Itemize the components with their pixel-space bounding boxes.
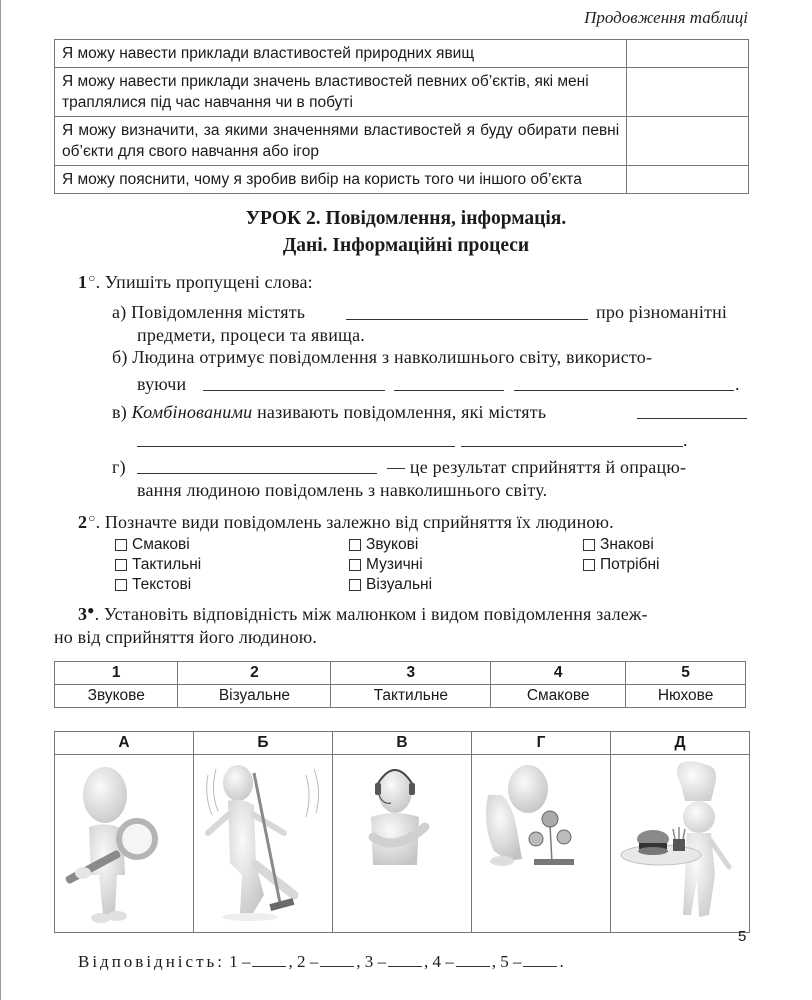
task-prompt: . Позначте види повідомлень залежно від сприйняття їх людиною.: [95, 512, 614, 532]
answer-number: 1 –: [229, 952, 251, 971]
picture-letter: А: [55, 732, 194, 755]
task-number: 2: [78, 512, 88, 532]
period: .: [559, 952, 564, 971]
answer-number: 2 –: [296, 952, 319, 971]
picture-cell-b: [194, 755, 333, 933]
picture-letter: Г: [472, 732, 611, 755]
separator: ,: [288, 952, 293, 971]
answer-number: 4 –: [432, 952, 454, 971]
magnifying-glass-figure-icon: [55, 755, 193, 931]
item-v-end: .: [683, 430, 688, 450]
table-row: [55, 685, 746, 708]
checkbox-box[interactable]: [349, 539, 361, 551]
item-a-line2: предмети, процеси та явища.: [137, 325, 365, 345]
table-row: [55, 117, 749, 166]
type-number: 3: [331, 662, 491, 685]
checkbox-label: Музичні: [366, 556, 423, 573]
checkbox-label: Тактильні: [132, 556, 202, 573]
checkbox-taktylni[interactable]: [115, 556, 201, 574]
answer-blank-5[interactable]: [523, 953, 557, 967]
blank-a1[interactable]: [346, 319, 588, 320]
picture-letter: Д: [611, 732, 750, 755]
blank-b1[interactable]: [203, 390, 385, 391]
type-label: Тактильне: [331, 685, 491, 708]
mark-cell[interactable]: [627, 166, 749, 194]
answer-blank-4[interactable]: [456, 953, 490, 967]
separator: ,: [423, 952, 429, 971]
type-label: Нюхове: [626, 685, 746, 708]
criterion-text: Я можу навести приклади властивостей природних явищ: [55, 40, 627, 68]
task-prompt: . Упишіть пропущені слова:: [95, 272, 313, 292]
blank-b3[interactable]: [514, 390, 734, 391]
chef-with-burger-icon: [611, 755, 749, 931]
item-a-line1: [112, 302, 305, 323]
message-types-table: [54, 661, 746, 708]
checkbox-box[interactable]: [349, 579, 361, 591]
level-mark: ●: [87, 603, 95, 617]
table-row: [55, 662, 746, 685]
table-row: [55, 68, 749, 117]
lesson-title: [0, 205, 812, 259]
item-label: б): [112, 347, 128, 367]
blank-g1[interactable]: [137, 473, 377, 474]
answer-blank-1[interactable]: [252, 953, 286, 967]
pictures-table: [54, 731, 750, 933]
separator: ,: [356, 952, 361, 971]
checkbox-vizualni[interactable]: [349, 576, 432, 594]
page-edge: [0, 0, 1, 1000]
checkbox-label: Текстові: [132, 576, 192, 593]
item-b-end: .: [735, 374, 740, 394]
picture-cell-d: [611, 755, 750, 933]
type-number: 1: [55, 662, 178, 685]
item-italic-term: Комбінованими: [131, 402, 253, 422]
item-b-line1: [112, 347, 652, 368]
checkbox-label: Звукові: [366, 536, 419, 553]
item-v-line1: [112, 402, 546, 423]
criterion-text: Я можу визначити, за якими значеннями властивостей я буду обирати певні об’єкти для свого навчання або ігор: [55, 117, 627, 166]
checkbox-box[interactable]: [115, 579, 127, 591]
item-g-label: г): [112, 457, 126, 477]
task3-heading: [78, 603, 648, 625]
table-row: [55, 166, 749, 194]
item-text: Повідомлення містять: [131, 302, 306, 322]
picture-letter: Б: [194, 732, 333, 755]
item-label: а): [112, 302, 127, 322]
picture-cell-a: [55, 755, 194, 933]
item-text: Людина отримує повідомлення з навколишнього світу, використо-: [132, 347, 653, 367]
table-row: [55, 755, 750, 933]
blank-v2[interactable]: [137, 446, 455, 447]
type-number: 5: [626, 662, 746, 685]
picture-cell-v: [333, 755, 472, 933]
checkbox-box[interactable]: [349, 559, 361, 571]
headset-figure-icon: [333, 755, 471, 931]
answer-line: [78, 952, 564, 972]
task-number: 3: [78, 604, 88, 624]
type-label: Смакове: [491, 685, 626, 708]
item-text: називають повідомлення, які містять: [257, 402, 547, 422]
task1-heading: [78, 271, 313, 293]
type-label: Візуальне: [178, 685, 331, 708]
item-a-text2: про різноманітні: [596, 302, 728, 322]
checkbox-smakovi[interactable]: [115, 536, 190, 554]
checkbox-box[interactable]: [583, 559, 595, 571]
checkbox-zvukovi[interactable]: [349, 536, 418, 554]
separator: ,: [491, 952, 496, 971]
blank-b2[interactable]: [394, 390, 504, 391]
item-b-line2: вуючи: [137, 374, 187, 394]
checkbox-box[interactable]: [115, 559, 127, 571]
mark-cell[interactable]: [627, 40, 749, 68]
blank-v1[interactable]: [637, 418, 747, 419]
type-number: 4: [491, 662, 626, 685]
blank-v3[interactable]: [461, 446, 683, 447]
task-prompt-line1: . Установіть відповідність між малюнком і видом повідомлення залеж-: [94, 604, 648, 624]
checkbox-znakovi[interactable]: [583, 536, 654, 554]
checkbox-potribni[interactable]: [583, 556, 659, 574]
rake-figure-icon: [194, 755, 332, 931]
table-row: [55, 40, 749, 68]
answer-number: 5 –: [500, 952, 522, 971]
checkbox-label: Смакові: [132, 536, 190, 553]
task2-heading: [78, 511, 614, 533]
mark-cell[interactable]: [627, 68, 749, 117]
item-label: в): [112, 402, 127, 422]
answer-number: 3 –: [364, 952, 386, 971]
level-mark: ○: [88, 511, 96, 525]
answer-blank-3[interactable]: [388, 953, 422, 967]
picture-letter: В: [333, 732, 472, 755]
task-number: 1: [78, 272, 88, 292]
picture-cell-g: [472, 755, 611, 933]
item-g-text2: вання людиною повідомлень з навколишнього світу.: [137, 480, 548, 500]
table-row: [55, 732, 750, 755]
checkbox-box[interactable]: [583, 539, 595, 551]
continuation-label: Продовження таблиці: [584, 8, 748, 27]
answer-label: Відповідність:: [78, 952, 225, 971]
criterion-text: Я можу навести приклади значень властивостей певних об’єктів, які мені траплялися під час навчання чи в побуті: [55, 68, 627, 117]
level-mark: ○: [88, 271, 96, 285]
criterion-text: Я можу пояснити, чому я зробив вибір на користь того чи іншого об’єкта: [55, 166, 627, 194]
mark-cell[interactable]: [627, 117, 749, 166]
checkbox-box[interactable]: [115, 539, 127, 551]
self-assessment-table: [54, 39, 749, 194]
answer-blank-2[interactable]: [320, 953, 354, 967]
lesson-title-line2: Дані. Інформаційні процеси: [282, 235, 530, 256]
checkbox-label: Візуальні: [366, 576, 433, 593]
checkbox-label: Знакові: [600, 536, 654, 553]
task3-prompt-line2: но від сприйняття його людиною.: [54, 627, 317, 647]
smelling-flowers-figure-icon: [472, 755, 610, 931]
item-g-text1: — це результат сприйняття й опрацю-: [387, 457, 687, 477]
page-number: 5: [738, 928, 747, 945]
lesson-title-line1: УРОК 2. Повідомлення, інформація.: [245, 208, 567, 229]
checkbox-label: Потрібні: [600, 556, 660, 573]
checkbox-muzychni[interactable]: [349, 556, 423, 574]
type-label: Звукове: [55, 685, 178, 708]
type-number: 2: [178, 662, 331, 685]
checkbox-tekstovi[interactable]: [115, 576, 191, 594]
